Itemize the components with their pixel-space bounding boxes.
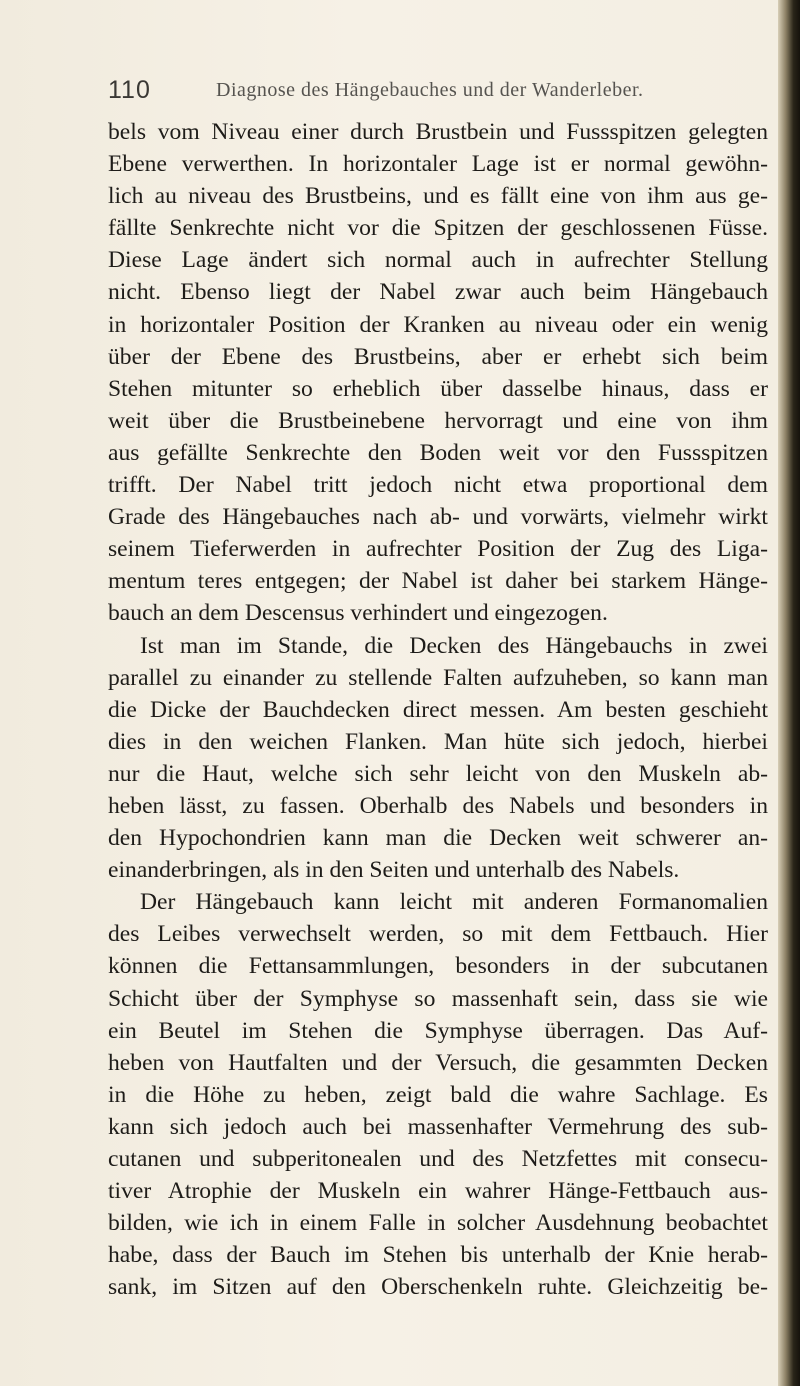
text-line: bilden, wie ich in einem Falle in solcher Ausdehnung beobachtet — [108, 1210, 768, 1237]
running-title: Diagnose des Hängebauches und der Wanderleber. — [216, 79, 644, 101]
text-line: bels vom Niveau einer durch Brustbein und Fussspitzen gelegten — [108, 119, 768, 145]
text-line: den Hypochondrien kann man die Decken weit schwerer an- — [108, 825, 768, 852]
text-line: bauch an dem Descensus verhindert und eingezogen. — [108, 600, 608, 627]
text-line: tiver Atrophie der Muskeln ein wahrer Hänge-Fettbauch aus- — [108, 1178, 768, 1205]
text-line: dies in den weichen Flanken. Man hüte sich jedoch, hierbei — [108, 728, 768, 755]
page-number: 110 — [108, 76, 151, 104]
text-line: weit über die Brustbeinebene hervorragt und eine von ihm — [108, 407, 768, 434]
text-line: Der Hängebauch kann leicht mit anderen Formanomalien — [140, 889, 768, 916]
text-line: ein Beutel im Stehen die Symphyse überragen. Das Auf- — [108, 1017, 768, 1044]
text-line: die Dicke der Bauchdecken direct messen. Am besten geschieht — [108, 696, 768, 723]
body-text — [108, 116, 768, 1303]
text-line: aus gefällte Senkrechte den Boden weit vor den Fussspitzen — [108, 439, 768, 466]
text-line: Stehen mitunter so erheblich über dasselbe hinaus, dass er — [108, 375, 768, 402]
text-line: Grade des Hängebauches nach ab- und vorwärts, vielmehr wirkt — [108, 504, 768, 531]
text-line: einanderbringen, als in den Seiten und unterhalb des Nabels. — [108, 857, 680, 884]
text-line: Ist man im Stande, die Decken des Hängebauchs in zwei — [140, 632, 768, 659]
text-line: parallel zu einander zu stellende Falten aufzuheben, so kann man — [108, 664, 768, 691]
text-line: Diese Lage ändert sich normal auch in aufrechter Stellung — [108, 247, 768, 274]
text-line: heben von Hautfalten und der Versuch, die gesammten Decken — [108, 1049, 768, 1076]
text-line: heben lässt, zu fassen. Oberhalb des Nabels und besonders in — [108, 792, 768, 819]
text-line: in die Höhe zu heben, zeigt bald die wahre Sachlage. Es — [108, 1081, 768, 1108]
text-line: in horizontaler Position der Kranken au niveau oder ein wenig — [108, 311, 768, 338]
text-line: trifft. Der Nabel tritt jedoch nicht etwa proportional dem — [108, 472, 768, 499]
text-line: fällte Senkrechte nicht vor die Spitzen der geschlossenen Füsse. — [108, 215, 768, 242]
text-line: über der Ebene des Brustbeins, aber er erhebt sich beim — [108, 343, 768, 370]
page-header — [108, 76, 758, 112]
text-line: des Leibes verwechselt werden, so mit dem Fettbauch. Hier — [108, 921, 768, 948]
text-line: mentum teres entgegen; der Nabel ist daher bei starkem Hänge- — [108, 568, 768, 595]
text-line: nur die Haut, welche sich sehr leicht von den Muskeln ab- — [108, 760, 768, 787]
text-line: kann sich jedoch auch bei massenhafter Vermehrung des sub- — [108, 1113, 768, 1140]
text-line: Ebene verwerthen. In horizontaler Lage ist er normal gewöhn- — [108, 151, 768, 178]
text-line: seinem Tieferwerden in aufrechter Position der Zug des Liga- — [108, 536, 768, 563]
text-line: cutanen und subperitonealen und des Netzfettes mit consecu- — [108, 1146, 768, 1172]
text-line: sank, im Sitzen auf den Oberschenkeln ruhte. Gleichzeitig be- — [108, 1274, 768, 1301]
text-line: Schicht über der Symphyse so massenhaft sein, dass sie wie — [108, 985, 768, 1012]
text-line: können die Fettansammlungen, besonders in der subcutanen — [108, 953, 768, 980]
text-line: habe, dass der Bauch im Stehen bis unterhalb der Knie herab- — [108, 1242, 768, 1269]
text-line: nicht. Ebenso liegt der Nabel zwar auch beim Hängebauch — [108, 279, 768, 306]
text-line: lich au niveau des Brustbeins, und es fällt eine von ihm aus ge- — [108, 183, 768, 210]
page-edge-shadow — [778, 0, 800, 1386]
